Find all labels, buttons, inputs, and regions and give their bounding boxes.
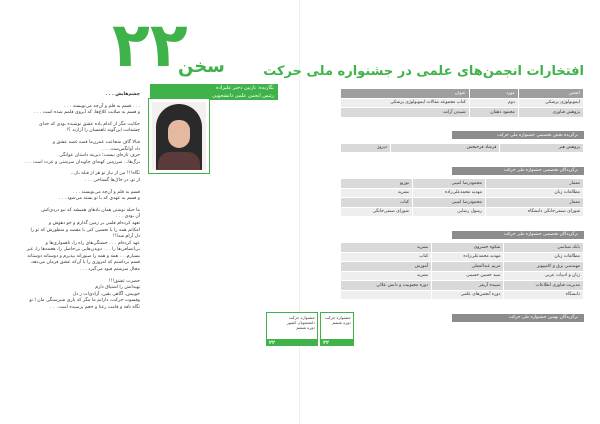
table-cell: کتاب مجموعه مقالات ایمونولوژی پزشکی (341, 98, 470, 108)
section-heading-label: برگزیدگان نهمین جشنواره ملی حرکت (452, 314, 584, 322)
section-heading (340, 121, 584, 140)
table-cell: شنیدن آرامه (341, 108, 470, 118)
section-heading (340, 220, 584, 239)
table-row (341, 271, 584, 281)
table-row (341, 290, 584, 300)
table-row (341, 262, 584, 272)
quote-column (20, 92, 140, 317)
section-heading-label: برگزیدگان تخصصی جشنواره ملی حرکت (452, 167, 584, 175)
inset-box (320, 312, 354, 346)
table-row (341, 143, 584, 153)
table-cell: دوره آنجمن‌های علمی (432, 290, 504, 300)
table-cell: بانک شناسی (504, 243, 584, 253)
portrait-image (152, 102, 206, 170)
quote-paragraph: حکایت مگر از کدام باده عشق نوشیده بودی که خدای چشمانت این‌گونه ناهمسان را آزارند ؟! (38, 121, 140, 134)
author-line: رئیس انجمن علمی دانشجویی (212, 93, 274, 99)
inset-number: ۲۲ (323, 340, 330, 346)
table-cell (341, 290, 432, 300)
table-row (341, 243, 584, 253)
table-cell: مهدیه محمدعلی‌زاده (432, 252, 504, 262)
table-cell: مطالعات زبان (485, 188, 583, 198)
table-row (341, 281, 584, 291)
quote-paragraph: نگاه!!! من از نیاز تو هر از قبله باز... از تو، در خاک‌ها گستاخی . . . (70, 171, 140, 183)
page-title: افتخارات انجمن‌های علمی در جشنواره ملی حرکت (263, 64, 584, 79)
author-line: نگارنده: نازنین دختر علیزاده (216, 85, 274, 91)
awards-table (340, 242, 584, 300)
table-cell: سپیده آریفر (432, 281, 504, 291)
table-cell: دوم (469, 98, 518, 108)
section-heading (340, 156, 584, 175)
table-cell: معمار (485, 179, 583, 189)
table-header-cell: عنوان (341, 89, 470, 99)
table-cell: مدیریت فناوری اطلاعات (504, 281, 584, 291)
table-row (341, 98, 584, 108)
inset-box (266, 312, 318, 346)
inset-box-text (321, 313, 353, 339)
author-photo (148, 98, 210, 174)
table-cell: فرشاد فرحبخش (391, 143, 500, 153)
table-cell: شورای صنفی‌خانگی (341, 207, 413, 217)
table-cell: نشریه (341, 271, 432, 281)
table-row (341, 252, 584, 262)
table-cell: معمار (485, 198, 583, 208)
section-title: سخن (178, 56, 225, 77)
table-cell: سید حسین حسینی (432, 271, 504, 281)
quote-paragraph: چشم‌هایش . . . (105, 92, 140, 97)
quote-paragraph: ما حیله نوشتن همان بادهای همیشه که نبو دردی‌کش آن بودی . . . تعهد کرده‌ام قلمی بر زمین گذارم و خو دهوش و امکانم همه را با تحسین کنی با مقصد و منظورش که تو را دل آرام شدا!! عهد کرده‌ام . . . خستگی‌های راه را، ناهمواری‌ها و بی‌انصافی‌ها را . . . دویدن‌هایی بی‌حاصل را، هجمه‌ها را، عبر بسپارم. . . همه و همه را صبورانه بپذیرم و دوستانه دوستانه قسم برداشتم که امروزی را با آن‌که عشق فرمان می‌دهد، محال سرشتم قیود می‌گیرد . . . (26, 207, 140, 273)
table-cell: توزیع (341, 179, 413, 189)
table-cell: دیروز (341, 143, 391, 153)
table-cell: محمود دهقان (469, 108, 518, 118)
inset-line: دانشجویان کشور (286, 320, 315, 325)
inset-line: جشنواره حرکت (324, 315, 351, 320)
table-cell: رسول رضایی (412, 207, 485, 217)
table-cell: پژوهش هنر (500, 143, 584, 153)
table-row (341, 179, 584, 189)
inset-line: دوره ششم (296, 325, 315, 330)
inset-number: ۲۲ (269, 340, 276, 346)
table-header-row (341, 89, 584, 99)
table-cell: زبان و ادبیات عربی (504, 271, 584, 281)
awards-tables (340, 88, 584, 325)
table-row (341, 108, 584, 118)
table-cell: نشریه (341, 243, 432, 253)
inset-line: دوره ششم (332, 320, 351, 325)
awards-table (340, 178, 584, 217)
table-cell: شورای صنفی‌خانگی دانشگاه (485, 207, 583, 217)
quote-paragraph: قسم به قلم و آن‌چه می‌نویسند . . . و قسم به عهدی که با تو بسته می‌شود . . . (58, 189, 140, 202)
table-row (341, 198, 584, 208)
quote-paragraph: فبالا گاف شجاعت عمرن‌ما قصه غصه عشق و داد آوانگس‌ست . . . حرف تازه‌ای نیست؛ دیرینه داستان عوانگی برگ‌ها... سرزمین کهنه‌ای جاویدان سرشتی و عزت است . . . (24, 139, 140, 165)
table-cell: محمودرضا امینی (412, 198, 485, 208)
inset-box-text (267, 313, 317, 339)
section-heading-label: برگزیدگان تخصصی جشنواره ملی حرکت (452, 231, 584, 239)
table-header-cell: مورد (469, 89, 518, 99)
table-cell: محمودرضا امینی (412, 179, 485, 189)
table-cell: مهندسی برق و کامپیوتر (504, 262, 584, 272)
table-cell: مطالعات زبان (504, 252, 584, 262)
inset-line: جشنواره حرکت (288, 315, 315, 320)
table-cell: کتاب (341, 252, 432, 262)
section-heading (340, 303, 584, 322)
awards-table (340, 88, 584, 118)
section-heading-label: برگزیده بخش تخصصی جشنواره ملی حرکت (452, 131, 584, 139)
table-cell: کتاب (341, 198, 413, 208)
table-cell: ایمونولوژی پزشکی (518, 98, 583, 108)
table-header-cell: انجمن (518, 89, 583, 99)
table-cell: دانشگاه (504, 290, 584, 300)
quote-paragraph: . . . قسم به قلم و آن‌چه می‌نویسند . . . و قسم به صلابت کلاغ‌ها، که آبروی قلمم شده است . . . (34, 103, 140, 116)
table-cell: مریم عبدالمعلی (432, 262, 504, 272)
table-cell: مهدیه محمدعلی‌زاده (412, 188, 485, 198)
table-row (341, 207, 584, 217)
table-cell: شکوه خسروی (432, 243, 504, 253)
issue-number: ۲۲ (112, 8, 188, 81)
table-cell: نشریه (341, 188, 413, 198)
table-cell: پژوهش فناوری (518, 108, 583, 118)
table-row (341, 188, 584, 198)
table-cell: دوره محبوبیت و دانش علائی (341, 281, 432, 291)
quote-paragraph: حضرت عشق!!! نهیدانش را اشتیاق دارم خوبیش، آگاهی یقین، آزادی‌ات ز دل وقسوت حرکت، دارانم ما مگر که باری شیرسنگی مان ا نو نگاه نافذ و قامت رعنا و حجم پرسیده است . . . (29, 278, 140, 311)
table-cell: آموزش (341, 262, 432, 272)
awards-table (340, 143, 584, 154)
